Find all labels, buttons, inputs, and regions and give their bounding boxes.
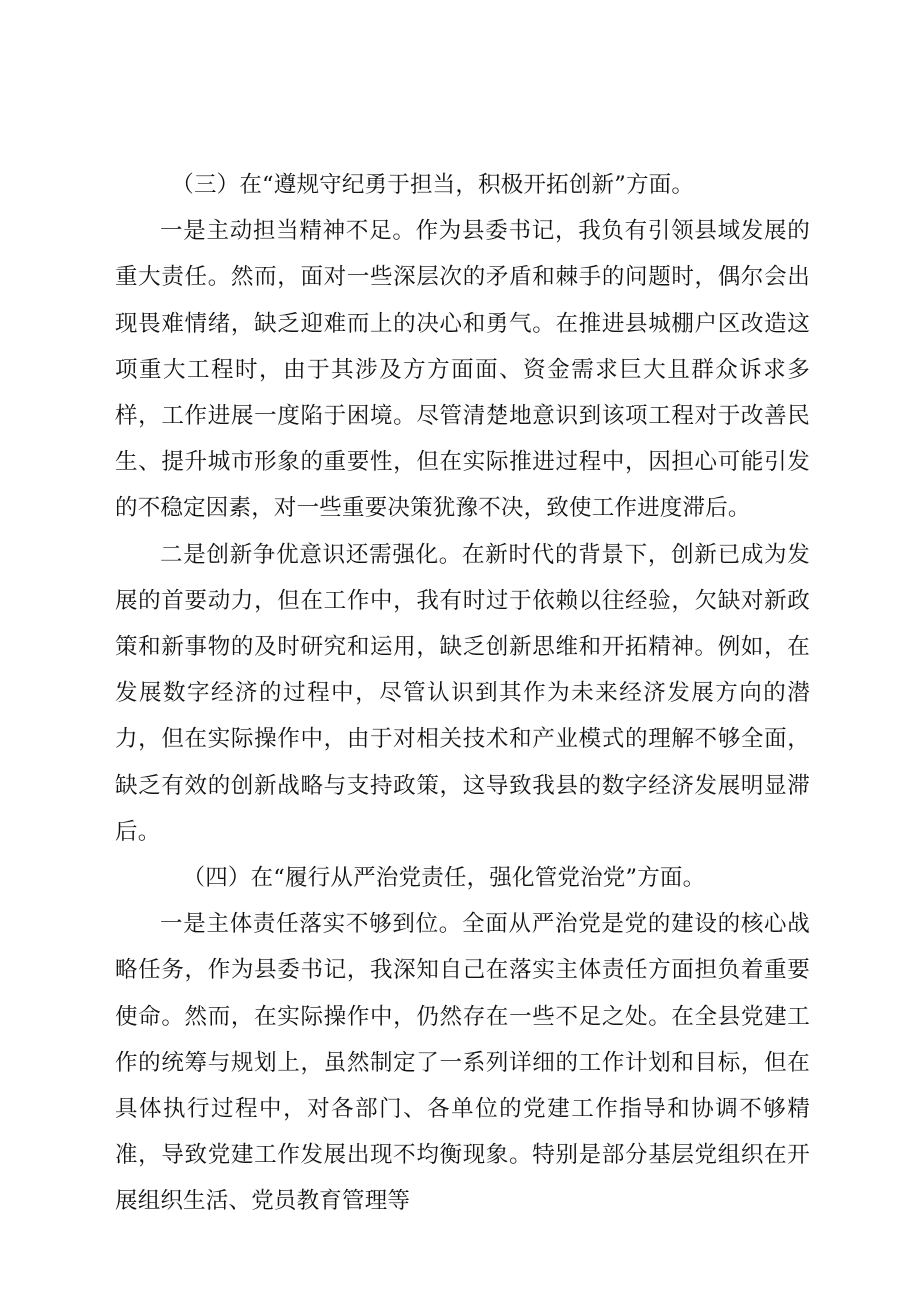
section-4-paragraph-1: 一是主体责任落实不够到位。全面从严治党是党的建设的核心战略任务，作为县委书记，我深知自己在落实主体责任方面担负着重要使命。然而，在实际操作中，仍然存在一些不足之处。在全县党建工作的统筹与规划上，虽然制定了一系列详细的工作计划和目标，但在具体执行过程中，对各部门、各单位的党建工作指导和协调不够精准，导致党建工作发展出现不均衡现象。特别是部分基层党组织在开展组织生活、党员教育管理等	[115, 911, 810, 1215]
document-page	[115, 162, 810, 1225]
section-3-heading: （三）在“遵规守纪勇于担当，积极开拓创新”方面。	[171, 172, 695, 198]
section-4-heading: （四）在“履行从严治党责任，强化管党治党”方面。	[182, 865, 706, 892]
section-3-paragraph-1: 一是主动担当精神不足。作为县委书记，我负有引领县域发展的重大责任。然而，面对一些深层次的矛盾和棘手的问题时，偶尔会出现畏难情绪，缺乏迎难而上的决心和勇气。在推进县城棚户区改造这项重大工程时，由于其涉及方方面面、资金需求巨大且群众诉求多样，工作进展一度陷于困境。尽管清楚地意识到该项工程对于改善民生、提升城市形象的重要性，但在实际推进过程中，因担心可能引发的不稳定因素，对一些重要决策犹豫不决，致使工作进度滞后。	[115, 218, 810, 522]
section-3-paragraph-2: 二是创新争优意识还需强化。在新时代的背景下，创新已成为发展的首要动力，但在工作中，我有时过于依赖以往经验，欠缺对新政策和新事物的及时研究和运用，缺乏创新思维和开拓精神。例如，在发展数字经济的过程中，尽管认识到其作为未来经济发展方向的潜力，但在实际操作中，由于对相关技术和产业模式的理解不够全面，缺乏有效的创新战略与支持政策，这导致我县的数字经济发展明显滞后。	[115, 541, 810, 845]
